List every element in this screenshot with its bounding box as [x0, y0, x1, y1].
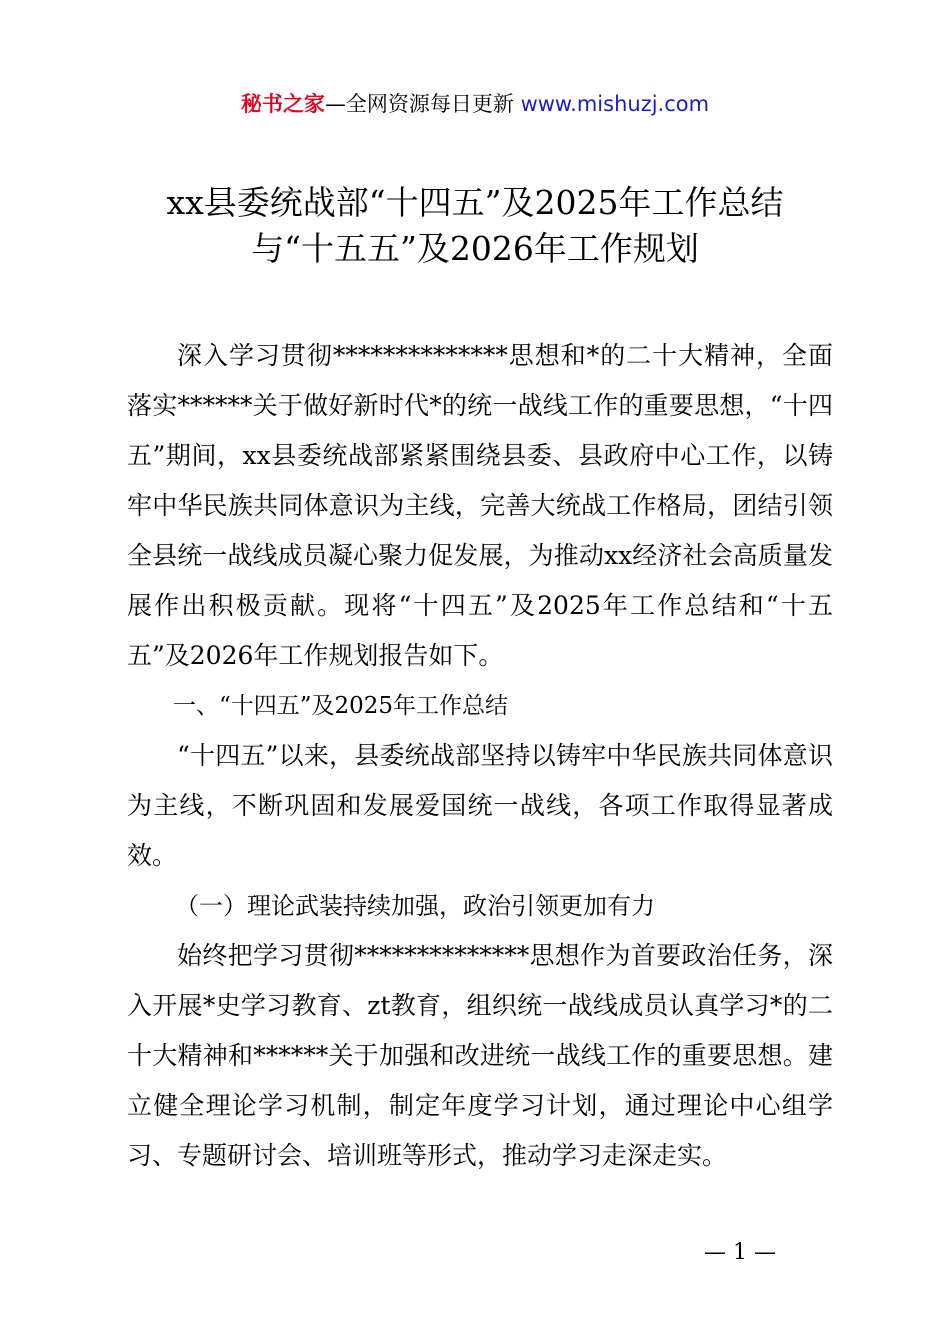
document-title — [60, 180, 890, 272]
site-header — [0, 88, 950, 120]
header-tagline: —全网资源每日更新 — [324, 92, 521, 116]
site-url-link[interactable]: www.mishuzj.com — [520, 92, 710, 116]
title-line-2: 与“十五五”及2026年工作规划 — [251, 229, 699, 268]
subsection-1-paragraph: 始终把学习贯彻**************思想作为首要政治任务，深入开展*史学习教育、zt教育，组织统一战线成员认真学习*的二十大精神和******关于加强和改进统一战线工作的重要思想。建立健全理论学习机制，制定年度学习计划，通过理论中心组学习、专题研讨会、培训班等形式，推动学习走深走实。 — [127, 941, 833, 1170]
section-1-paragraph: “十四五”以来，县委统战部坚持以铸牢中华民族共同体意识为主线，不断巩固和发展爱国统一战线，各项工作取得显著成效。 — [127, 741, 833, 870]
brand-name: 秘书之家 — [240, 92, 325, 116]
page-number: — 1 — — [704, 1240, 776, 1265]
intro-paragraph: 深入学习贯彻**************思想和*的二十大精神，全面落实******关于做好新时代*的统一战线工作的重要思想，“十四五”期间，xx县委统战部紧紧围绕县委、县政府中心工作，以铸牢中华民族共同体意识为主线，完善大统战工作格局，团结引领全县统一战线成员凝心聚力促发展，为推动xx经济社会高质量发展作出积极贡献。现将“十四五”及2025年工作总结和“十五五”及2026年工作规划报告如下。 — [127, 341, 833, 670]
title-line-1: xx县委统战部“十四五”及2025年工作总结 — [166, 183, 784, 222]
document-body — [127, 331, 833, 1181]
section-heading-1: 一、“十四五”及2025年工作总结 — [173, 693, 509, 719]
subsection-heading-1: （一）理论武装持续加强，政治引领更加有力 — [175, 892, 655, 920]
